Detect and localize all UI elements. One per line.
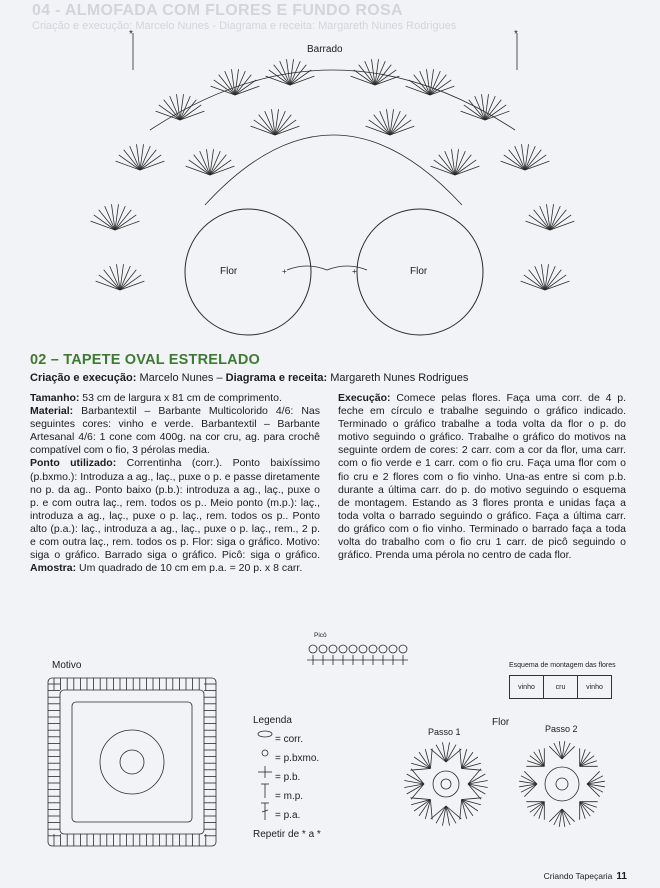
stitch-stroke	[527, 802, 544, 808]
stitch-stroke	[580, 761, 597, 767]
ponto-key: Ponto utilizado:	[30, 457, 117, 470]
label-flor-left: Flor	[220, 266, 238, 277]
page-footer	[544, 871, 627, 882]
stitch-stroke	[460, 800, 462, 820]
stitch-stroke	[411, 768, 431, 770]
legend-corr: = corr.	[275, 734, 304, 745]
stitch-stroke	[580, 802, 586, 819]
stitch-stroke	[580, 802, 597, 808]
pico-loop	[329, 645, 337, 653]
bleed-through-heading: 04 - ALMOFADA COM FLORES E FUNDO ROSA	[32, 2, 403, 19]
article-title: 02 – TAPETE OVAL ESTRELADO	[30, 352, 260, 368]
material-value: Barbantextil – Barbante Multicolorido 4/6: Nas seguintes cores: vinho e verde. Barbantextil – Barbante Artesanal 4/6: 1 cone com 400g. na cor cru, ag. para crochê compatível com o fio, 3 pérolas media.	[30, 405, 320, 457]
pico-loop	[349, 645, 357, 653]
svg-text:+: +	[282, 267, 287, 276]
label-passo2: Passo 2	[545, 724, 578, 734]
credits-value-2: Margareth Nunes Rodrigues	[327, 372, 469, 384]
legend-title: Legenda	[253, 715, 292, 726]
esquema-cell: cru	[543, 676, 577, 698]
stitch-stroke	[580, 752, 591, 767]
esquema-cell: vinho	[577, 676, 611, 698]
stitch-stroke	[462, 798, 482, 800]
label-flor: Flor	[492, 717, 510, 728]
stitch-stroke	[580, 749, 586, 766]
magazine-name: Criando Tapeçaria	[543, 871, 613, 881]
stitch-stroke	[539, 802, 545, 819]
credits-key-2: Diagrama e receita:	[225, 372, 328, 384]
credits-key-1: Criação e execução:	[30, 372, 137, 384]
stitch-stroke	[534, 752, 545, 767]
page-number: 11	[616, 871, 627, 882]
esquema-montagem-table	[509, 675, 612, 699]
amostra-key: Amostra:	[30, 562, 77, 575]
execucao-value: Comece pelas flores. Faça uma corr. de 4 p. feche em círculo e trabalhe seguindo o gráfico indicado. Terminado o gráfico trabalhe a toda volta da flor o p. do motivo seguindo o gráfico. Trabalhe o gráfico do motivos na seguinte ordem de cores: 2 carr. com a cor da flor, uma carr. com o fio verde e 1 carr. com o fio cru. Faça uma flor com o fio cru e 2 flores com o fio vinho. Una-as entre si com p.b. durante a última carr. do p. do motivo seguindo o esquema de montagem. Estando as 3 flores pronta e unidas faça a toda volta o barrado seguindo o gráfico. Faça a última carr. do gráfico com o fio vinho. Terminado o barrado faça a toda volta do trabalho com o fio cru 1 carr. de picô seguindo o gráfico. Prenda uma pérola no centro de cada flor.	[338, 392, 626, 562]
passo-petals	[404, 741, 605, 827]
stitch-stroke	[460, 749, 462, 769]
esquema-title: Esquema de montagem das flores	[509, 662, 616, 669]
pico-diagram	[307, 645, 408, 665]
tamanho-key: Tamanho:	[30, 392, 80, 404]
legend-pb: = p.b.	[275, 772, 301, 783]
material-key: Material:	[30, 405, 74, 418]
ponto-value: Correntinha (corr.). Ponto baixíssimo (p.bxmo.): Introduza a ag., laç., puxe o p. e passe diretamente no p. da ag.. Ponto baixo (p.b.): introduza a ag., laç., puxe o p. e com outra laç., rem. todos os p.. Meio ponto (m.p.): laç., introduza a ag., laç., puxe o p. laç., rem. todos os p.. Ponto alto (p.a.): laç., introduza a ag., laç., puxe o p. laç., rem., 2 p. e com outra laç., rem. todos os p. Flor: siga o gráfico. Motivo: siga o gráfico. Barrado siga o gráfico. Picô: siga o gráfico.	[30, 457, 320, 562]
legend-pbxmo: = p.bxmo.	[275, 753, 320, 764]
label-barrado: Barrado	[307, 44, 343, 55]
label-flor-right: Flor	[410, 266, 428, 277]
stitch-stroke	[430, 800, 432, 820]
stitch-stroke	[539, 749, 545, 766]
pico-loop	[339, 645, 347, 653]
stitch-stroke	[580, 802, 595, 813]
svg-text:*: *	[514, 29, 518, 40]
label-passo1: Passo 1	[428, 727, 461, 737]
stitch-stroke	[527, 761, 544, 767]
pico-loop	[319, 645, 327, 653]
motivo-diagram	[48, 678, 216, 846]
pico-loop	[359, 645, 367, 653]
esquema-cell: vinho	[518, 683, 535, 691]
stitch-stroke	[530, 802, 545, 813]
stitch-stroke	[530, 756, 545, 767]
credits-value-1: Marcelo Nunes –	[136, 372, 226, 384]
legend-mp: = m.p.	[275, 791, 304, 802]
legend-repeat: Repetir de * a *	[253, 829, 321, 840]
stitch-stroke	[580, 756, 595, 767]
pico-loop	[399, 645, 407, 653]
passo1-diagram	[433, 771, 459, 797]
label-motivo: Motivo	[52, 660, 82, 671]
pico-loop	[389, 645, 397, 653]
stitch-stroke	[462, 768, 482, 770]
svg-text:+: +	[352, 267, 357, 276]
pico-loop	[369, 645, 377, 653]
passo2-diagram	[545, 767, 579, 801]
execucao-key: Execução:	[338, 392, 391, 404]
legend	[253, 711, 321, 844]
pico-loop	[379, 645, 387, 653]
stitch-stroke	[580, 802, 591, 817]
svg-text:*: *	[129, 29, 133, 40]
stitch-stroke	[411, 798, 431, 800]
stitch-stroke	[430, 749, 432, 769]
legend-pa: = p.a.	[275, 810, 301, 821]
stitch-stroke	[534, 802, 545, 817]
tamanho-value: 53 cm de largura x 81 cm de comprimento.	[79, 392, 282, 404]
amostra-value: Um quadrado de 10 cm em p.a. = 20 p. x 8 carr.	[76, 562, 303, 575]
pico-loop	[309, 645, 317, 653]
label-pico: Picô	[314, 632, 327, 639]
bleed-through-subtitle: Criação e execução: Marcelo Nunes - Diagrama e receita: Margareth Nunes Rodrigues	[32, 20, 457, 32]
